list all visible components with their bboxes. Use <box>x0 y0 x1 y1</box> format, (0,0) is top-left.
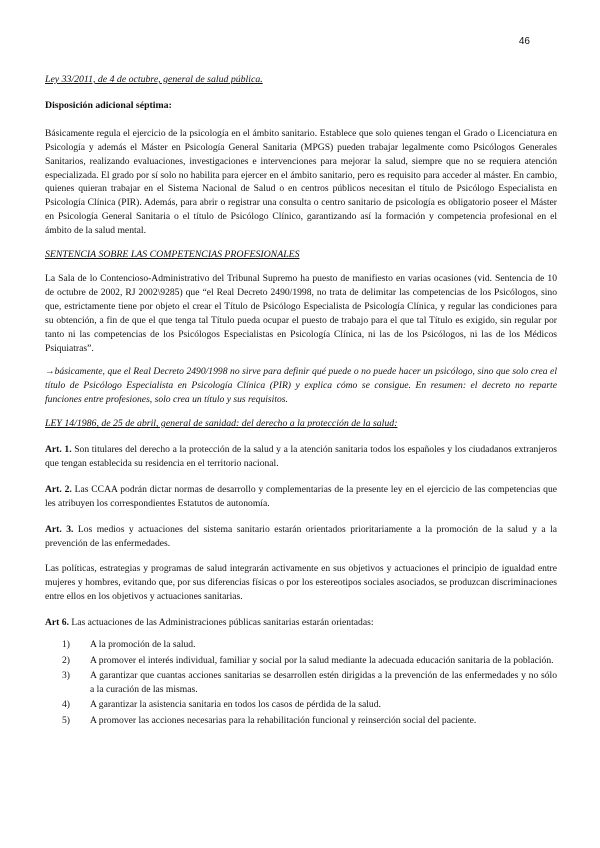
article-label: Art. 1. <box>45 444 72 456</box>
article-label: Art. 2. <box>45 483 72 495</box>
ley14-heading: LEY 14/1986, de 25 de abril, general de sanidad: del derecho a la protección de la salud: <box>45 418 398 430</box>
article-text: Las actuaciones de las Administraciones públicas sanitarias estarán orientadas: <box>68 617 374 629</box>
list-item <box>62 698 557 712</box>
article-2 <box>45 483 557 511</box>
politicas-paragraph: Las políticas, estrategias y programas de salud integrarán activamente en sus objetivos y actuaciones el principio de igualdad entre mujeres y hombres, evitando que, por sus diferencias físicas o por los estereotipos sociales asociados, se produzcan discriminaciones entre ellos en los objetivos y actuaciones sanitarias. <box>45 563 557 603</box>
article-1 <box>45 443 557 471</box>
list-number: 4) <box>62 699 70 711</box>
list-item <box>62 714 557 728</box>
article-label: Art. 3. <box>45 523 74 535</box>
list-number: 2) <box>62 654 70 666</box>
page-content <box>45 73 557 729</box>
article-text: Son titulares del derecho a la protección de la salud y a la atención sanitaria todos los españoles y los ciudadanos extranjeros que tengan establecida su residencia en el territorio nacional. <box>45 444 557 469</box>
article-6 <box>45 616 557 630</box>
list-number: 1) <box>62 639 70 651</box>
list-number: 3) <box>62 669 70 681</box>
page-number: 46 <box>518 36 530 47</box>
article-label: Art 6. <box>45 617 69 629</box>
actuaciones-list <box>45 638 557 727</box>
disposition-paragraph: Básicamente regula el ejercicio de la psicología en el ámbito sanitario. Establece que solo quienes tengan el Grado o Licenciatura en Psicología y además el Máster en Psicología General Sanitaria (MPGS) pueden trabajar legalmente como Psicólogos Generales Sanitarios, realizando evaluaciones, investigaciones e intervenciones para mejorar la salud, siempre que no se requiera atención especializada. El grado por sí solo no habilita para ejercer en el ámbito sanitario, pero es requisito para acceder al máster. En cambio, quienes quieran trabajar en el Sistema Nacional de Salud o en centros públicos necesitan el título de Psicólogo Especialista en Psicología Clínica (PIR). Además, para abrir o registrar una consulta o centro sanitario de psicología es obligatorio poseer el Máster en Psicología General Sanitaria o el título de Psicólogo Clínico, garantizando así la formación y competencia profesional en el ámbito de la salud mental. <box>45 127 557 237</box>
list-text: A garantizar que cuantas acciones sanitarias se desarrollen estén dirigidas a la prevención de las enfermedades y no sólo a la curación de las mismas. <box>90 669 557 695</box>
list-text: A promover el interés individual, familiar y social por la salud mediante la adecuada educación sanitaria de la población. <box>90 654 554 666</box>
sentencia-summary: →básicamente, que el Real Decreto 2490/1998 no sirve para definir qué puede o no puede hacer un psicólogo, sino que solo crea el título de Psicólogo Especialista en Psicología Clínica (PIR) y explica cómo se consigue. En resumen: el decreto no reparte funciones entre profesiones, solo crea un título y sus requisitos. <box>45 366 557 406</box>
list-number: 5) <box>62 714 70 726</box>
article-text: Los medios y actuaciones del sistema sanitario estarán orientados prioritariamente a la promoción de la salud y a la prevención de las enfermedades. <box>45 523 558 549</box>
article-3 <box>45 523 557 551</box>
list-text: A promover las acciones necesarias para la rehabilitación funcional y reinserción social del paciente. <box>90 714 477 726</box>
list-text: A garantizar la asistencia sanitaria en todos los casos de pérdida de la salud. <box>90 699 381 711</box>
law-heading: Ley 33/2011, de 4 de octubre, general de salud pública. <box>45 74 263 85</box>
list-item <box>62 638 557 652</box>
list-text: A la promoción de la salud. <box>90 639 196 651</box>
article-text: Las CCAA podrán dictar normas de desarrollo y complementarias de la presente ley en el ejercicio de las competencias que les atribuyen los correspondientes Estatutos de autonomía. <box>45 483 558 509</box>
sentencia-paragraph: La Sala de lo Contencioso-Administrativo del Tribunal Supremo ha puesto de manifiesto en varias ocasiones (vid. Sentencia de 10 de octubre de 2002, RJ 2002\9285) que “el Real Decreto 2490/1998, no trata de delimitar las competencias de los Psicólogos, sino que, estrictamente tiene por objeto el crear el Título de Psicólogo Especialista de Psicología Clínica, y regular las condiciones para su obtención, a fin de que el que tenga tal Título pueda ocupar el puesto de trabajo para el que tal Título es exigido, sin regular por tanto ni las competencias de los Psicólogos Especialistas en Psicología Clínica, ni las de los Psicólogos, ni las de los Médicos Psiquiatras”. <box>45 272 557 354</box>
sentencia-heading: SENTENCIA SOBRE LAS COMPETENCIAS PROFESIONALES <box>45 249 300 261</box>
disposition-title: Disposición adicional séptima: <box>45 99 172 111</box>
list-item <box>62 654 557 668</box>
list-item <box>62 669 557 697</box>
